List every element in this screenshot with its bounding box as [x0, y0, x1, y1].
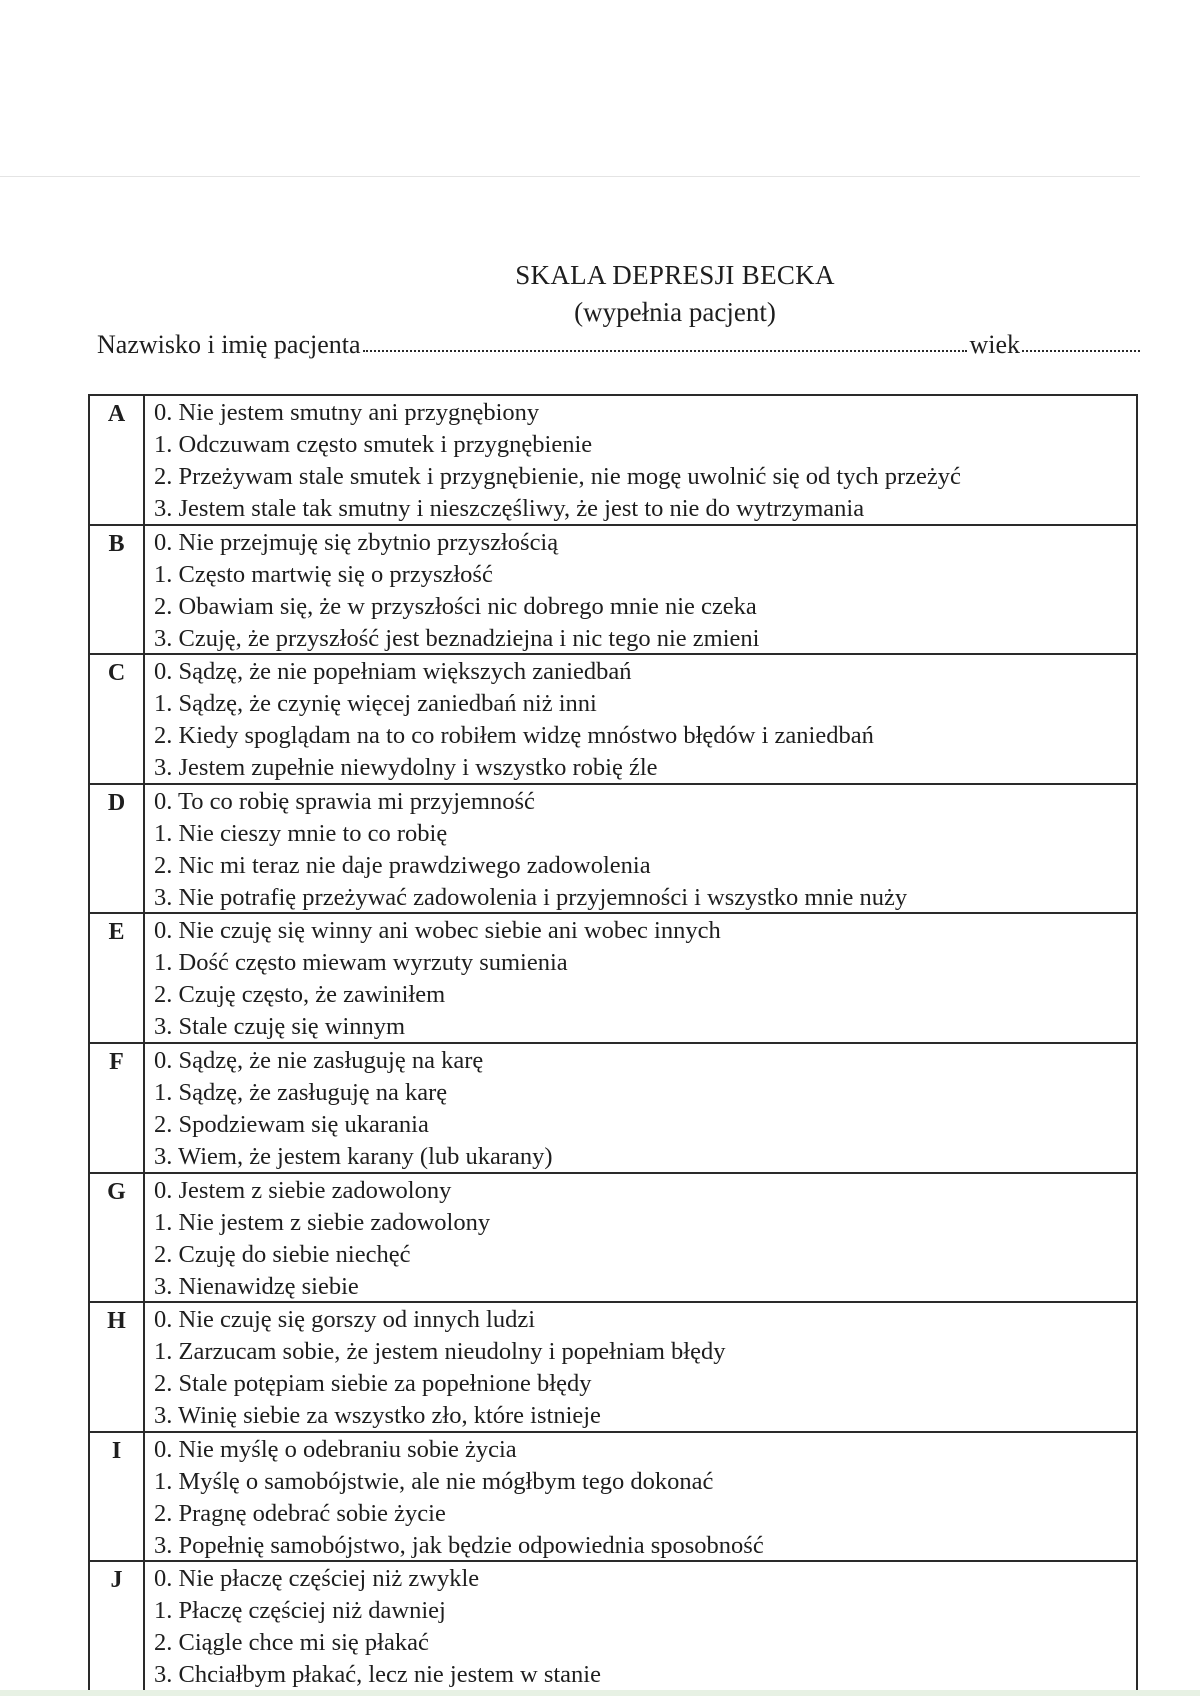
question-letter: F — [90, 1044, 145, 1172]
answer-option[interactable]: 3. Stale czuję się winnym — [154, 1013, 406, 1041]
question-options — [145, 396, 1136, 524]
answer-option[interactable]: 0. Nie przejmuję się zbytnio przyszłością — [154, 528, 559, 556]
question-options — [145, 1562, 1136, 1692]
question-letter: E — [90, 914, 145, 1042]
answer-option[interactable]: 2. Czuję często, że zawiniłem — [154, 981, 446, 1009]
answer-option[interactable]: 3. Chciałbym płakać, lecz nie jestem w stanie — [154, 1661, 601, 1689]
questionnaire-table — [88, 394, 1138, 1694]
question-row — [90, 1433, 1136, 1563]
age-label: wiek — [969, 330, 1020, 359]
question-options — [145, 1044, 1136, 1172]
age-field[interactable] — [1022, 330, 1140, 352]
answer-option[interactable]: 1. Nie jestem z siebie zadowolony — [154, 1208, 491, 1236]
answer-option[interactable]: 3. Czuję, że przyszłość jest beznadziejna i nic tego nie zmieni — [154, 624, 760, 652]
question-letter: I — [90, 1433, 145, 1561]
question-letter: C — [90, 655, 145, 783]
answer-option[interactable]: 3. Jestem zupełnie niewydolny i wszystko robię źle — [154, 754, 658, 782]
document-subtitle: (wypełnia pacjent) — [574, 297, 776, 327]
answer-option[interactable]: 0. Nie płaczę częściej niż zwykle — [154, 1565, 480, 1593]
answer-option[interactable]: 2. Spodziewam się ukarania — [154, 1110, 429, 1138]
question-options — [145, 1174, 1136, 1302]
answer-option[interactable]: 1. Odczuwam często smutek i przygnębienie — [154, 431, 593, 458]
answer-option[interactable]: 0. Nie myślę o odebraniu sobie życia — [154, 1435, 517, 1463]
answer-option[interactable]: 1. Dość często miewam wyrzuty sumienia — [154, 949, 568, 977]
question-options — [145, 655, 1136, 783]
answer-option[interactable]: 3. Winię siebie za wszystko zło, które istnieje — [154, 1402, 601, 1430]
answer-option[interactable]: 0. Jestem z siebie zadowolony — [154, 1176, 452, 1204]
answer-option[interactable]: 3. Nienawidzę siebie — [154, 1272, 359, 1300]
question-options — [145, 526, 1136, 654]
answer-option[interactable]: 2. Obawiam się, że w przyszłości nic dobrego mnie nie czeka — [154, 592, 757, 620]
answer-option[interactable]: 0. Sądzę, że nie popełniam większych zaniedbań — [154, 658, 632, 686]
answer-option[interactable]: 2. Nic mi teraz nie daje prawdziwego zadowolenia — [154, 851, 651, 879]
question-options — [145, 785, 1136, 913]
question-row — [90, 526, 1136, 656]
question-letter: G — [90, 1174, 145, 1302]
answer-option[interactable]: 3. Jestem stale tak smutny i nieszczęśliwy, że jest to nie do wytrzymania — [154, 495, 865, 522]
question-row — [90, 1044, 1136, 1174]
answer-option[interactable]: 0. Nie czuję się gorszy od innych ludzi — [154, 1306, 536, 1334]
answer-option[interactable]: 3. Popełnię samobójstwo, jak będzie odpowiednia sposobność — [154, 1531, 764, 1559]
document-title: SKALA DEPRESJI BECKA — [515, 260, 835, 290]
answer-option[interactable]: 1. Sądzę, że czynię więcej zaniedbań niż inni — [154, 690, 597, 718]
answer-option[interactable]: 2. Przeżywam stale smutek i przygnębienie, nie mogę uwolnić się od tych przeżyć — [154, 463, 961, 490]
question-row — [90, 1562, 1136, 1692]
answer-option[interactable]: 0. Nie jestem smutny ani przygnębiony — [154, 399, 540, 426]
question-row — [90, 914, 1136, 1044]
question-row — [90, 655, 1136, 785]
answer-option[interactable]: 2. Czuję do siebie niechęć — [154, 1240, 411, 1268]
question-row — [90, 1174, 1136, 1304]
patient-name-label: Nazwisko i imię pacjenta — [97, 330, 361, 359]
answer-option[interactable]: 1. Często martwię się o przyszłość — [154, 560, 493, 588]
top-divider — [0, 176, 1140, 177]
answer-option[interactable]: 1. Myślę o samobójstwie, ale nie mógłbym tego dokonać — [154, 1467, 714, 1495]
answer-option[interactable]: 2. Pragnę odebrać sobie życie — [154, 1499, 446, 1527]
question-options — [145, 914, 1136, 1042]
question-row — [90, 396, 1136, 526]
question-row — [90, 1303, 1136, 1433]
answer-option[interactable]: 2. Kiedy spoglądam na to co robiłem widzę mnóstwo błędów i zaniedbań — [154, 722, 874, 750]
answer-option[interactable]: 3. Wiem, że jestem karany (lub ukarany) — [154, 1142, 553, 1170]
patient-info-line — [97, 330, 1142, 366]
question-options — [145, 1303, 1136, 1431]
question-letter: H — [90, 1303, 145, 1431]
question-letter: B — [90, 526, 145, 654]
answer-option[interactable]: 2. Ciągle chce mi się płakać — [154, 1629, 429, 1657]
question-options — [145, 1433, 1136, 1561]
answer-option[interactable]: 0. Nie czuję się winny ani wobec siebie ani wobec innych — [154, 917, 721, 945]
answer-option[interactable]: 1. Zarzucam sobie, że jestem nieudolny i popełniam błędy — [154, 1338, 726, 1366]
bottom-edge-strip — [0, 1690, 1200, 1696]
answer-option[interactable]: 0. Sądzę, że nie zasługuję na karę — [154, 1046, 484, 1074]
question-letter: D — [90, 785, 145, 913]
answer-option[interactable]: 1. Nie cieszy mnie to co robię — [154, 819, 448, 847]
answer-option[interactable]: 0. To co robię sprawia mi przyjemność — [154, 787, 535, 815]
answer-option[interactable]: 1. Płaczę częściej niż dawniej — [154, 1597, 446, 1625]
patient-name-field[interactable] — [363, 330, 968, 352]
question-letter: J — [90, 1562, 145, 1692]
answer-option[interactable]: 2. Stale potępiam siebie za popełnione błędy — [154, 1370, 592, 1398]
answer-option[interactable]: 3. Nie potrafię przeżywać zadowolenia i przyjemności i wszystko mnie nuży — [154, 883, 908, 911]
question-letter: A — [90, 396, 145, 524]
question-row — [90, 785, 1136, 915]
answer-option[interactable]: 1. Sądzę, że zasługuję na karę — [154, 1078, 448, 1106]
